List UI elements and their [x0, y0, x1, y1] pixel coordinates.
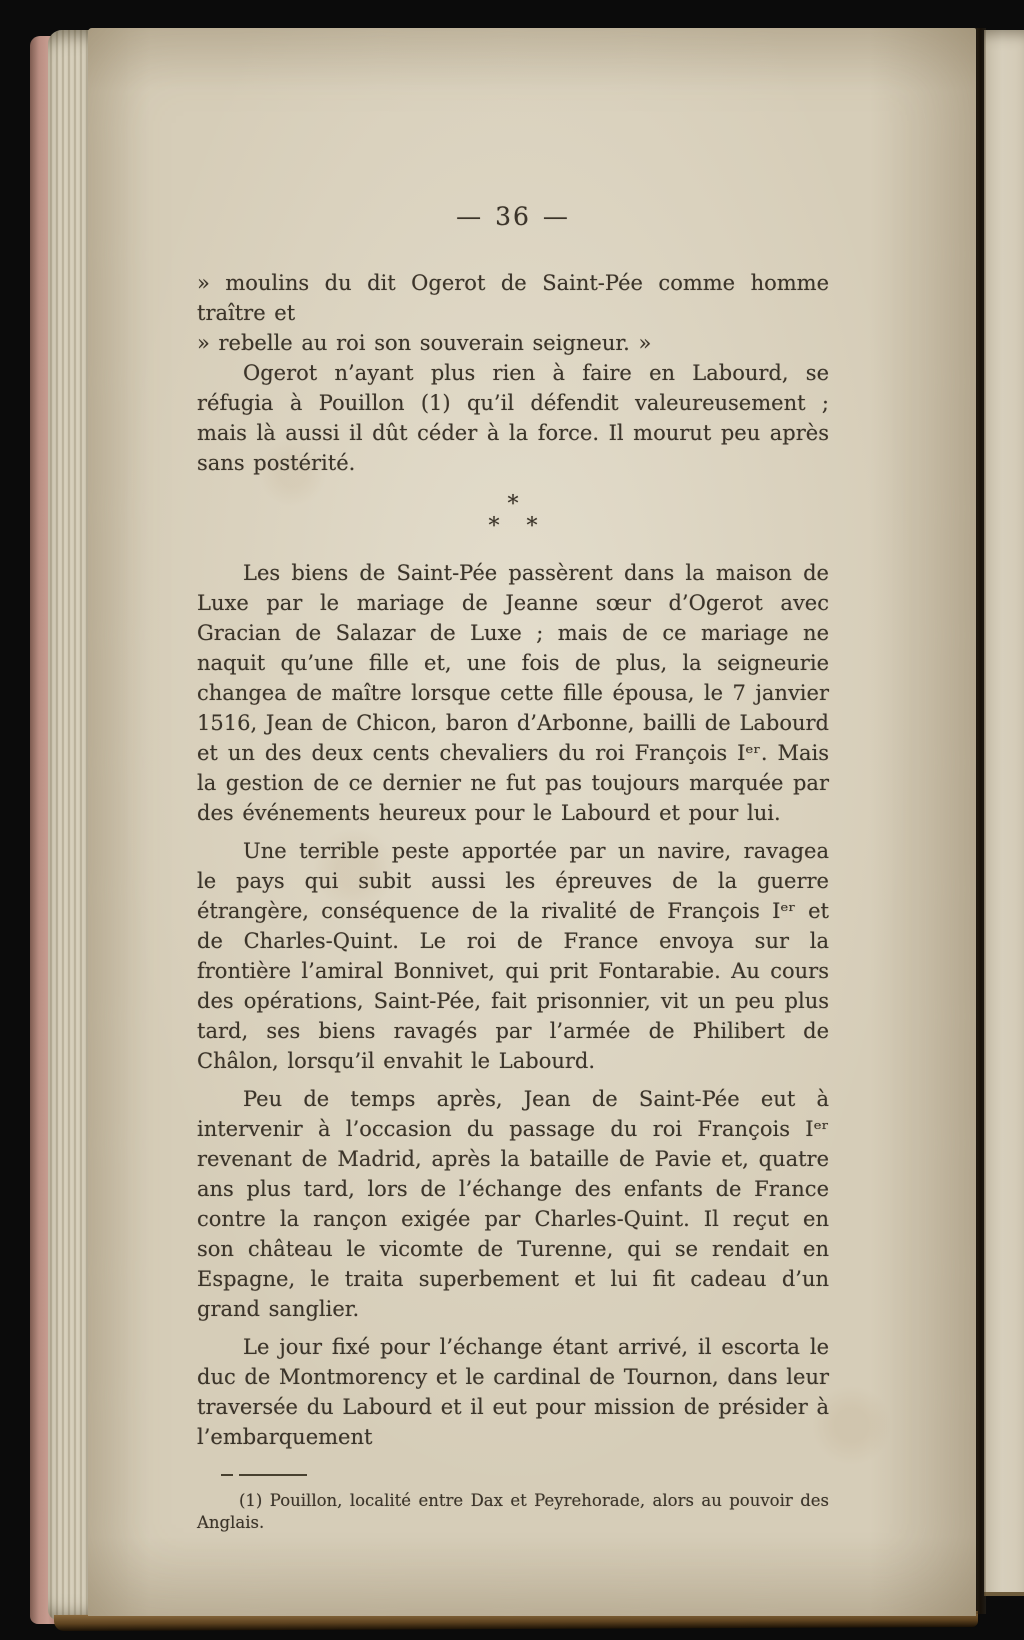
page-edge-stack: [48, 30, 92, 1620]
page-number: — 36 —: [456, 202, 570, 231]
quote-line: » rebelle au roi son souverain seigneur. »: [197, 331, 652, 355]
body-paragraph: Les biens de Saint-Pée passèrent dans la maison de Luxe par le mariage de Jeanne sœur d’Ogerot avec Gracian de Salazar de Luxe ; mais de ce mariage ne naquit qu’une fille et, une fois de plus, la seigneurie changea de maître lorsque cette fille épousa, le 7 janvier 1516, Jean de Chicon, baron d’Arbonne, bailli de Labourd et un des deux cents chevaliers du roi François Iᵉʳ. Mais la gestion de ce dernier ne fut pas toujours marquée par des événements heureux pour le Labourd et pour lui.: [197, 561, 829, 825]
adjacent-page-edge: [984, 30, 1024, 1596]
footnote-text: (1) Pouillon, localité entre Dax et Peyrehorade, alors au pouvoir des Anglais.: [197, 1491, 829, 1532]
section-separator-asterism: [197, 494, 829, 538]
quote-line: » moulins du dit Ogerot de Saint-Pée comme homme traître et: [197, 271, 829, 325]
quoted-passage: [197, 268, 829, 358]
page-text-block: [197, 202, 829, 1534]
body-paragraph: Ogerot n’ayant plus rien à faire en Labourd, se réfugia à Pouillon (1) qu’il défendit valeureusement ; mais là aussi il dût céder à la force. Il mourut peu après sans postérité.: [197, 361, 829, 475]
body-paragraph: Une terrible peste apportée par un navire, ravagea le pays qui subit aussi les épreuves de la guerre étrangère, conséquence de la rivalité de François Iᵉʳ et de Charles-Quint. Le roi de France envoya sur la frontière l’amiral Bonnivet, qui prit Fontarabie. Au cours des opérations, Saint-Pée, fait prisonnier, vit un peu plus tard, ses biens ravagés par l’armée de Philibert de Châlon, lorsqu’il envahit le Labourd.: [197, 839, 829, 1073]
footnote-separator-rule: [221, 1474, 307, 1476]
asterism-top: *: [507, 492, 519, 517]
body-paragraph: Peu de temps après, Jean de Saint-Pée eut à intervenir à l’occasion du passage du roi François Iᵉʳ revenant de Madrid, après la bataille de Pavie et, quatre ans plus tard, lors de l’échange des enfants de France contre la rançon exigée par Charles-Quint. Il reçut en son château le vicomte de Turenne, qui se rendait en Espagne, le traita superbement et lui fit cadeau d’un grand sanglier.: [197, 1087, 829, 1321]
asterism-bottom: * *: [488, 514, 547, 539]
body-paragraph: Le jour fixé pour l’échange étant arrivé, il escorta le duc de Montmorency et le cardinal de Tournon, dans leur traversée du Labourd et il eut pour mission de présider à l’embarquement: [197, 1335, 830, 1449]
